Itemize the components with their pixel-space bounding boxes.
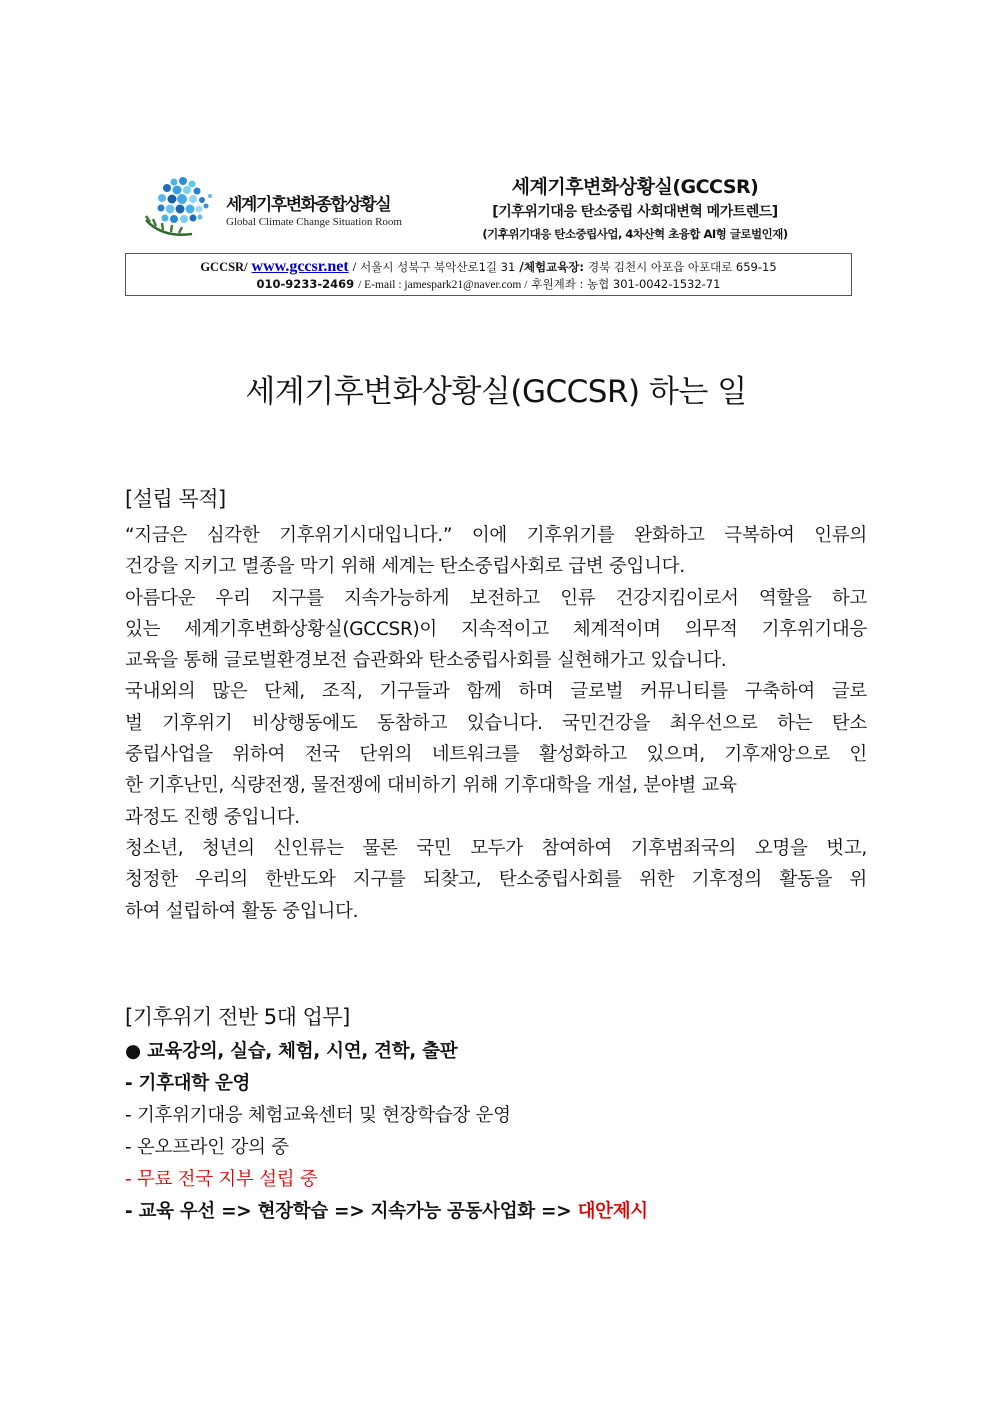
contact-org: GCCSR/ — [200, 260, 248, 274]
purpose-line: 아름다운 우리 지구를 지속가능하게 보전하고 인류 건강지킴이로서 역할을 하고 — [125, 587, 867, 609]
logo-name-english: Global Climate Change Situation Room — [226, 216, 402, 228]
purpose-line: 교육을 통해 글로벌환경보전 습관화와 탄소중립사회를 실현해가고 있습니다. — [125, 650, 727, 672]
contact-box — [125, 253, 852, 296]
contact-line-1 — [126, 258, 851, 276]
purpose-heading: [설립 목적] — [125, 487, 226, 511]
duty-item: - 기후대학 운영 — [125, 1073, 251, 1094]
duty-item: ● 교육강의, 실습, 체험, 시연, 견학, 출판 — [125, 1041, 458, 1062]
contact-separator: / — [519, 259, 524, 274]
purpose-line: 중립사업을 위하여 전국 단위의 네트워크를 활성화하고 있으며, 기후재앙으로 인 — [125, 744, 867, 766]
purpose-line: 있는 세계기후변화상황실(GCCSR)이 지속적이고 체계적이며 의무적 기후위기대응 — [125, 618, 867, 640]
donation-account: 후원계좌 : 농협 301-0042-1532-71 — [531, 277, 721, 291]
duty-flow-steps: - 교육 우선 => 현장학습 => 지속가능 공동사업화 => — [125, 1201, 572, 1222]
org-name: 세계기후변화상황실(GCCSR) — [511, 176, 759, 198]
duty-flow-highlight: 대안제시 — [577, 1201, 648, 1222]
purpose-body — [125, 520, 867, 927]
globe-leaf-icon — [140, 176, 224, 240]
org-subtitle-2: (기후위기대응 탄소중립사업, 4차산혁 초융합 AI형 글로벌인재) — [482, 227, 788, 241]
purpose-line: 국내외의 많은 단체, 조직, 기구들과 함께 하며 글로벌 커뮤니티를 구축하여 글로 — [125, 681, 867, 703]
contact-address: 서울시 성북구 북악산로1길 31 — [360, 260, 516, 274]
duty-flow — [125, 1196, 867, 1228]
purpose-line: 하여 설립하여 활동 중입니다. — [125, 900, 359, 922]
page-title: 세계기후변화상황실(GCCSR) 하는 일 — [245, 374, 747, 410]
gccsr-logo — [140, 176, 400, 240]
logo-name-korean: 세계기후변화종합상황실 — [226, 195, 391, 215]
org-subtitle-1: [기후위기대응 탄소중립 사회대변혁 메가트렌드] — [492, 204, 778, 220]
duty-item: - 기후위기대응 체험교육센터 및 현장학습장 운영 — [125, 1105, 511, 1126]
purpose-line: 과정도 진행 중입니다. — [125, 806, 300, 828]
duties-list — [125, 1036, 867, 1228]
contact-separator: / — [352, 260, 357, 274]
purpose-line: 청정한 우리의 한반도와 지구를 되찾고, 탄소중립사회를 위한 기후정의 활동을 위 — [125, 869, 867, 891]
website-link[interactable]: www.gccsr.net — [251, 258, 349, 275]
purpose-line: 벌 기후위기 비상행동에도 동참하고 있습니다. 국민건강을 최우선으로 하는 탄소 — [125, 712, 867, 734]
purpose-line: 청소년, 청년의 신인류는 물론 국민 모두가 참여하여 기후범죄국의 오명을 벗고, — [125, 837, 867, 859]
duties-heading: [기후위기 전반 5대 업무] — [125, 1005, 350, 1029]
purpose-line: “지금은 심각한 기후위기시대입니다.” 이에 기후위기를 완화하고 극복하여 인류의 — [125, 525, 867, 546]
contact-phone: 010-9233-2469 — [256, 277, 355, 291]
duty-item: - 온오프라인 강의 중 — [125, 1137, 289, 1158]
duty-item-highlight: - 무료 전국 지부 설립 중 — [125, 1169, 318, 1190]
contact-email[interactable]: / E-mail : jamespark21@naver.com / — [358, 279, 528, 291]
contact-line-2 — [126, 276, 851, 292]
center-address: 경북 김천시 아포읍 아포대로 659-15 — [588, 260, 777, 274]
purpose-line: 건강을 지키고 멸종을 막기 위해 세계는 탄소중립사회로 급변 중입니다. — [125, 556, 685, 578]
center-label: 체험교육장: — [523, 260, 585, 274]
purpose-line: 한 기후난민, 식량전쟁, 물전쟁에 대비하기 위해 기후대학을 개설, 분야별 교육 — [125, 775, 737, 797]
